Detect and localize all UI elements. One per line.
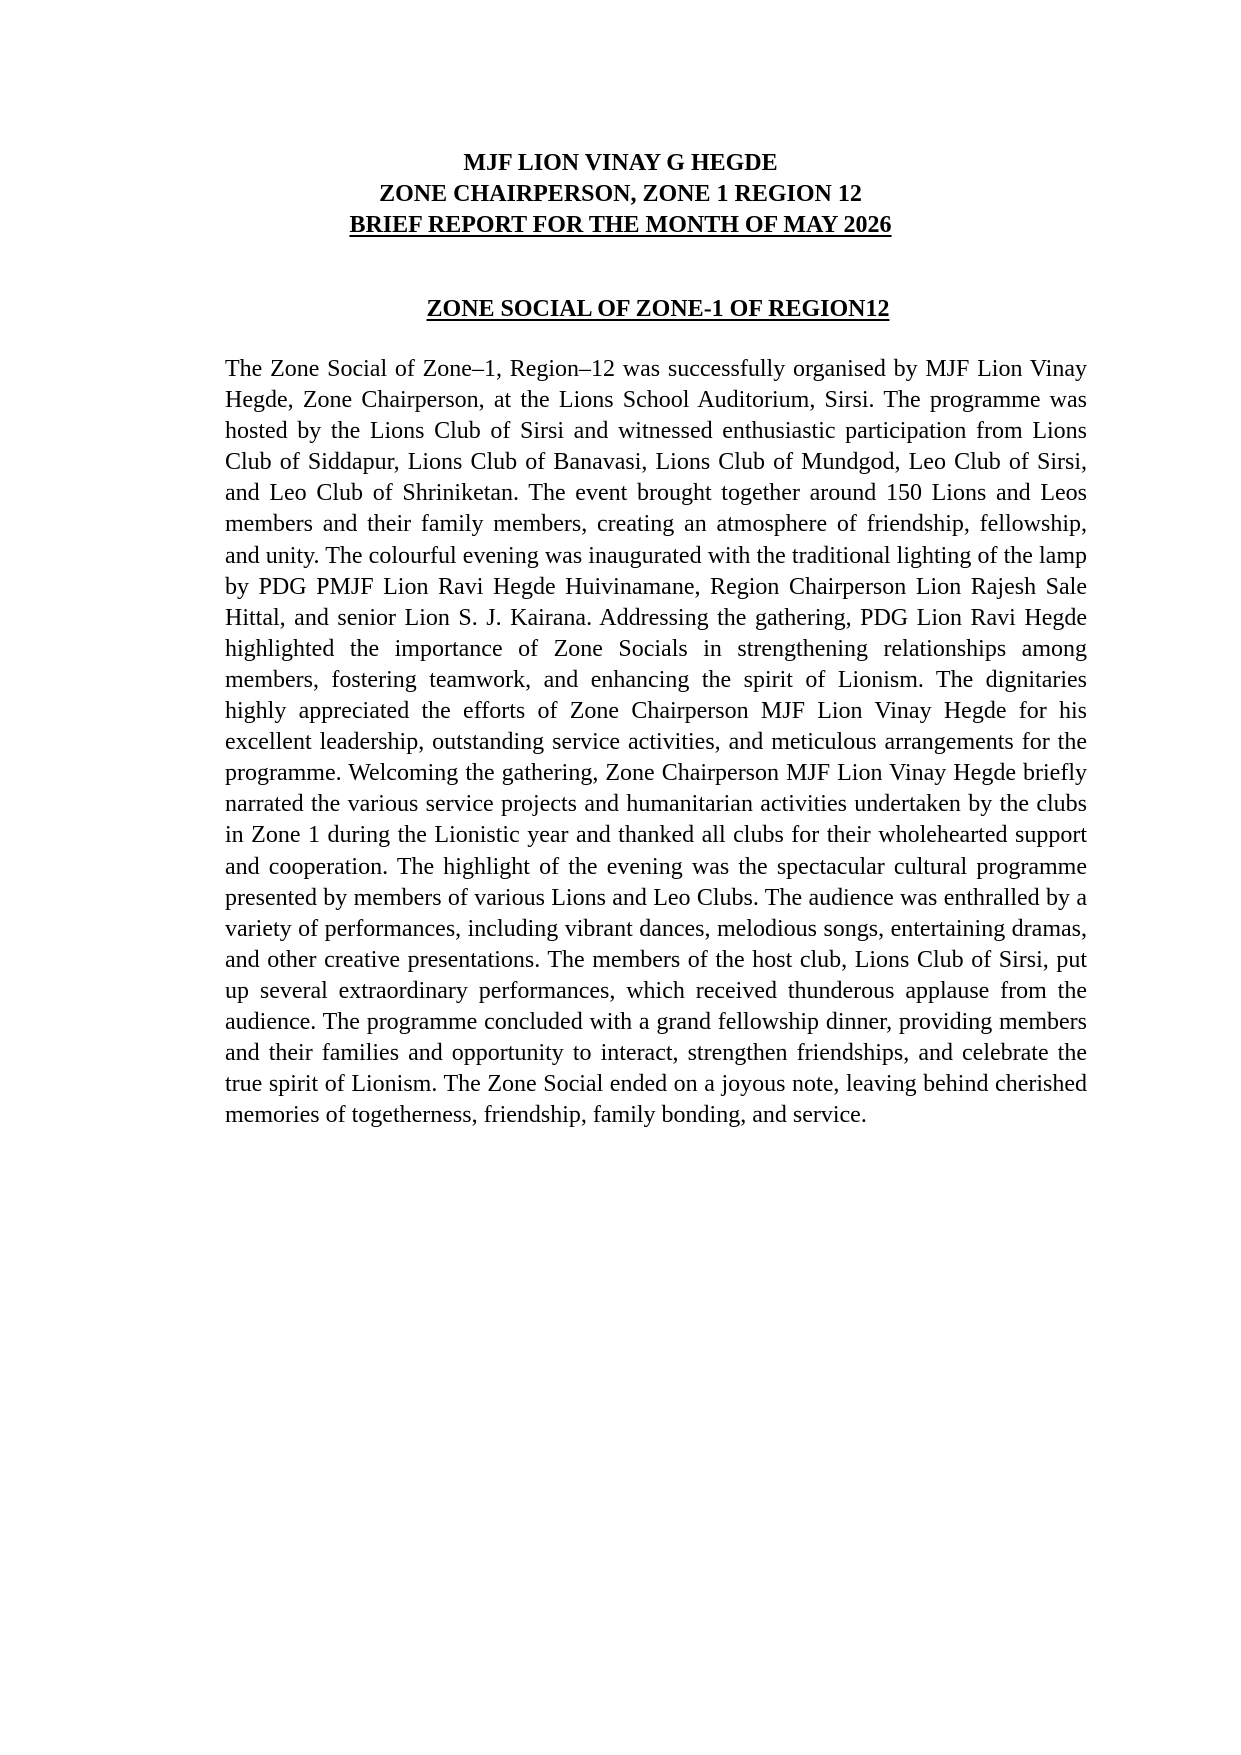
author-name: MJF LION VINAY G HEGDE	[463, 150, 778, 176]
report-title: BRIEF REPORT FOR THE MONTH OF MAY 2026	[349, 212, 892, 238]
report-body-paragraph: The Zone Social of Zone–1, Region–12 was successfully organised by MJF Lion Vinay Hegde, Zone Chairperson, at the Lions School Auditorium, Sirsi. The programme was hosted by the Lions Club of Sirsi and witnessed enthusiastic participation from Lions Club of Siddapur, Lions Club of Banavasi, Lions Club of Mundgod, Leo Club of Sirsi, and Leo Club of Shriniketan. The event brought together around 150 Lions and Leos members and their family members, creating an atmosphere of friendship, fellowship, and unity. The colourful evening was inaugurated with the traditional lighting of the lamp by PDG PMJF Lion Ravi Hegde Huivinamane, Region Chairperson Lion Rajesh Sale Hittal, and senior Lion S. J. Kairana. Addressing the gathering, PDG Lion Ravi Hegde highlighted the importance of Zone Socials in strengthening relationships among members, fostering teamwork, and enhancing the spirit of Lionism. The dignitaries highly appreciated the efforts of Zone Chairperson MJF Lion Vinay Hegde for his excellent leadership, outstanding service activities, and meticulous arrangements for the programme. Welcoming the gathering, Zone Chairperson MJF Lion Vinay Hegde briefly narrated the various service projects and humanitarian activities undertaken by the clubs in Zone 1 during the Lionistic year and thanked all clubs for their wholehearted support and cooperation. The highlight of the evening was the spectacular cultural programme presented by members of various Lions and Leo Clubs. The audience was enthralled by a variety of performances, including vibrant dances, melodious songs, entertaining dramas, and other creative presentations. The members of the host club, Lions Club of Sirsi, put up several extraordinary performances, which received thunderous applause from the audience. The programme concluded with a grand fellowship dinner, providing members and their families and opportunity to interact, strengthen friendships, and celebrate the true spirit of Lionism. The Zone Social ended on a joyous note, leaving behind cherished memories of togetherness, friendship, family bonding, and service.	[225, 356, 1087, 1129]
report-header	[0, 148, 1241, 241]
section-title: ZONE SOCIAL OF ZONE-1 OF REGION12	[426, 296, 890, 322]
author-role: ZONE CHAIRPERSON, ZONE 1 REGION 12	[379, 181, 862, 207]
